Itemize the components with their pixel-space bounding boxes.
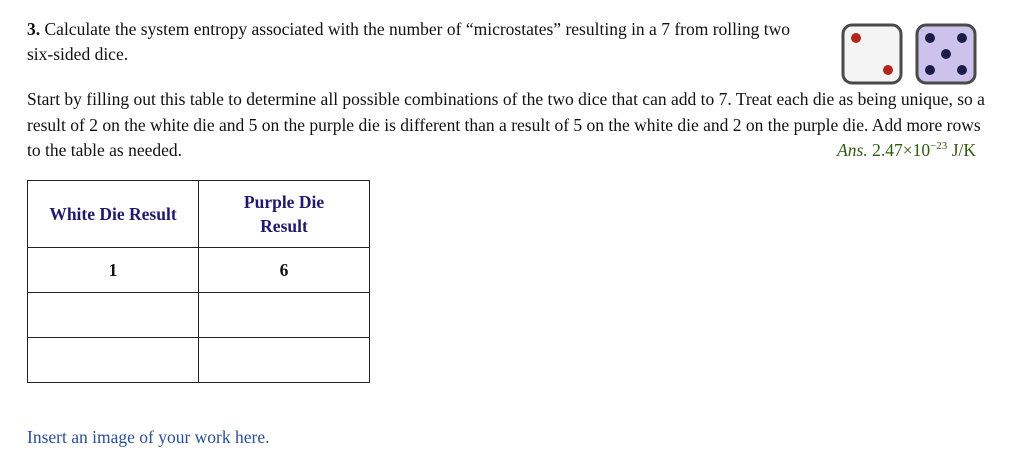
- white-die-cell[interactable]: 1: [28, 248, 199, 293]
- purple-die-pip: [941, 49, 951, 59]
- white-die-pip: [851, 33, 861, 43]
- header-purple-die: Purple Die Result: [199, 181, 370, 248]
- white-die-pip: [883, 65, 893, 75]
- table-row: [28, 293, 370, 338]
- dice-combinations-table: [27, 180, 370, 383]
- white-die-cell[interactable]: [28, 293, 199, 338]
- dice-illustration: [841, 23, 977, 85]
- purple-die-pip: [925, 65, 935, 75]
- question-text: [27, 17, 817, 67]
- purple-die-pip: [957, 65, 967, 75]
- table-row: [28, 248, 370, 293]
- answer-exponent: −23: [930, 140, 948, 152]
- table-header-row: [28, 181, 370, 248]
- insert-image-placeholder[interactable]: Insert an image of your work here.: [27, 427, 270, 447]
- question-number: 3.: [27, 19, 41, 39]
- table-row: [28, 338, 370, 383]
- purple-die-cell[interactable]: [199, 338, 370, 383]
- question-body: Calculate the system entropy associated with the number of “microstates” resulting in a 7 from rolling two six-sided dice.: [27, 19, 791, 64]
- answer-label: Ans.: [837, 140, 868, 160]
- purple-die-pip: [957, 33, 967, 43]
- header-white-die: White Die Result: [28, 181, 199, 248]
- answer: [837, 138, 976, 163]
- purple-die-icon: [917, 25, 975, 83]
- purple-die-cell[interactable]: 6: [199, 248, 370, 293]
- purple-die-pip: [925, 33, 935, 43]
- white-die-icon: [843, 25, 901, 83]
- answer-mantissa: 2.47×10: [872, 140, 931, 160]
- white-die-cell[interactable]: [28, 338, 199, 383]
- instructions-text: Start by filling out this table to determine all possible combinations of the two dice that can add to 7. Treat each die as being unique, so a result of 2 on the white die and 5 on the purple die is different than a result of 5 on the white die and 2 on the purple die. Add more rows to the table as needed.: [27, 89, 985, 160]
- purple-die-cell[interactable]: [199, 293, 370, 338]
- answer-unit: J/K: [951, 140, 976, 160]
